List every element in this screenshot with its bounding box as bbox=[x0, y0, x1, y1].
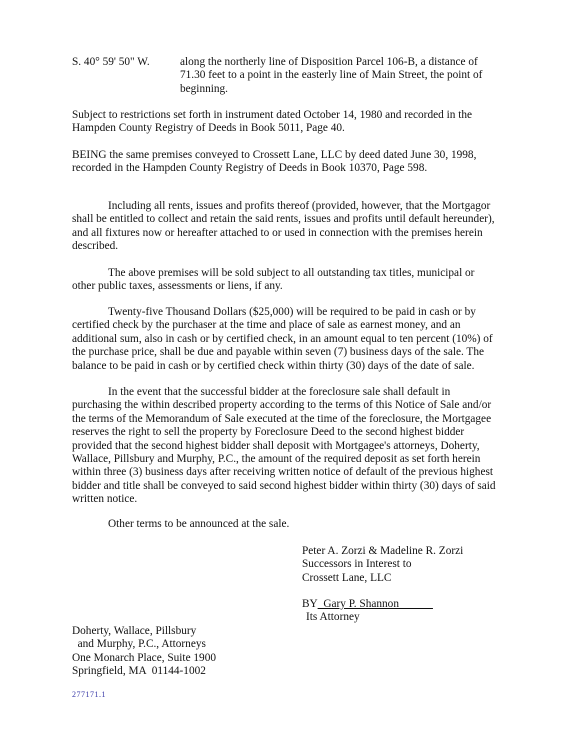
sold-subject-paragraph bbox=[72, 267, 518, 294]
text-line: Hampden County Registry of Deeds in Book 5011, Page 40. bbox=[72, 122, 345, 135]
attorneys-block bbox=[72, 625, 216, 679]
attorney-line: and Murphy, P.C., Attorneys bbox=[72, 638, 206, 651]
text-line: the terms of the Memorandum of Sale executed at the time of the foreclosure, the Mortgagee bbox=[72, 412, 492, 425]
text-line: reserves the right to sell the property by Foreclosure Deed to the second highest bidder bbox=[72, 426, 465, 439]
text-line: described. bbox=[72, 240, 119, 253]
text-line: other public taxes, assessments or liens, if any. bbox=[72, 280, 283, 293]
text-line: balance to be paid in cash or by certified check within thirty (30) days of the date of sale. bbox=[72, 359, 475, 372]
text-line: within three (3) business days after receiving written notice of default of the previous highest bbox=[72, 466, 493, 479]
document-reference: 277171.1 bbox=[72, 690, 106, 699]
text-line: written notice. bbox=[72, 493, 138, 506]
text-line: the purchase price, shall be due and payable within seven (7) business days of the sale. The bbox=[72, 346, 484, 359]
text-line: recorded in the Hampden County Registry of Deeds in Book 10370, Page 598. bbox=[72, 162, 428, 175]
text-line: The above premises will be sold subject to all outstanding tax titles, municipal or bbox=[108, 267, 475, 279]
bearing-line: beginning. bbox=[180, 82, 229, 95]
text-line: and all fixtures now or hereafter attached to or used in connection with the premises herein bbox=[72, 226, 483, 239]
signatory-company: Crossett Lane, LLC bbox=[302, 571, 392, 584]
signature-block bbox=[302, 545, 463, 585]
signatory-role: Successors in Interest to bbox=[302, 558, 412, 571]
text-line: Subject to restrictions set forth in instrument dated October 14, 1980 and recorded in the bbox=[72, 109, 472, 121]
other-terms: Other terms to be announced at the sale. bbox=[108, 518, 290, 530]
by-label: BY bbox=[302, 598, 318, 610]
text-line: BEING the same premises conveyed to Crossett Lane, LLC by deed dated June 30, 1998, bbox=[72, 149, 477, 161]
bearing-description bbox=[180, 56, 520, 96]
deposit-paragraph bbox=[72, 306, 518, 373]
attorney-line: One Monarch Place, Suite 1900 bbox=[72, 651, 217, 664]
text-line: Wallace, Pillsbury and Murphy, P.C., the amount of the required deposit as set forth herein bbox=[72, 453, 481, 466]
attorney-line: Doherty, Wallace, Pillsbury bbox=[72, 625, 197, 637]
text-line: purchasing the within described property according to the terms of this Notice of Sale and/or bbox=[72, 399, 492, 412]
text-line: provided that the second highest bidder shall deposit with Mortgagee's attorneys, Doherty, bbox=[72, 439, 480, 452]
bearing-line: along the northerly line of Disposition Parcel 106-B, a distance of bbox=[180, 56, 478, 68]
rents-paragraph bbox=[72, 200, 518, 254]
text-line: Including all rents, issues and profits thereof (provided, however, that the Mortgagor bbox=[108, 200, 491, 212]
restrictions-paragraph bbox=[72, 109, 518, 136]
text-line: In the event that the successful bidder at the foreclosure sale shall default in bbox=[108, 386, 451, 398]
being-paragraph bbox=[72, 149, 518, 176]
bearing-angle: S. 40° 59' 50" W. bbox=[72, 56, 150, 68]
signer-title: Its Attorney bbox=[306, 611, 360, 623]
text-line: bidder and title shall be conveyed to said second highest bidder within thirty (30) days of said bbox=[72, 479, 496, 492]
signatory-names: Peter A. Zorzi & Madeline R. Zorzi bbox=[302, 545, 464, 557]
bearing-line: 71.30 feet to a point in the easterly line of Main Street, the point of bbox=[180, 69, 483, 82]
signature-by-line bbox=[302, 598, 433, 611]
signer-name: _Gary P. Shannon______ bbox=[317, 598, 433, 610]
text-line: additional sum, also in cash or by certified check, in an amount equal to ten percent (10%) of bbox=[72, 332, 493, 345]
text-line: shall be entitled to collect and retain the said rents, issues and profits until default hereunder), bbox=[72, 213, 495, 226]
attorney-line: Springfield, MA 01144-1002 bbox=[72, 665, 206, 678]
default-paragraph bbox=[72, 386, 518, 507]
text-line: Twenty-five Thousand Dollars ($25,000) will be required to be paid in cash or by bbox=[108, 306, 476, 318]
text-line: certified check by the purchaser at the time and place of sale as earnest money, and an bbox=[72, 319, 461, 332]
